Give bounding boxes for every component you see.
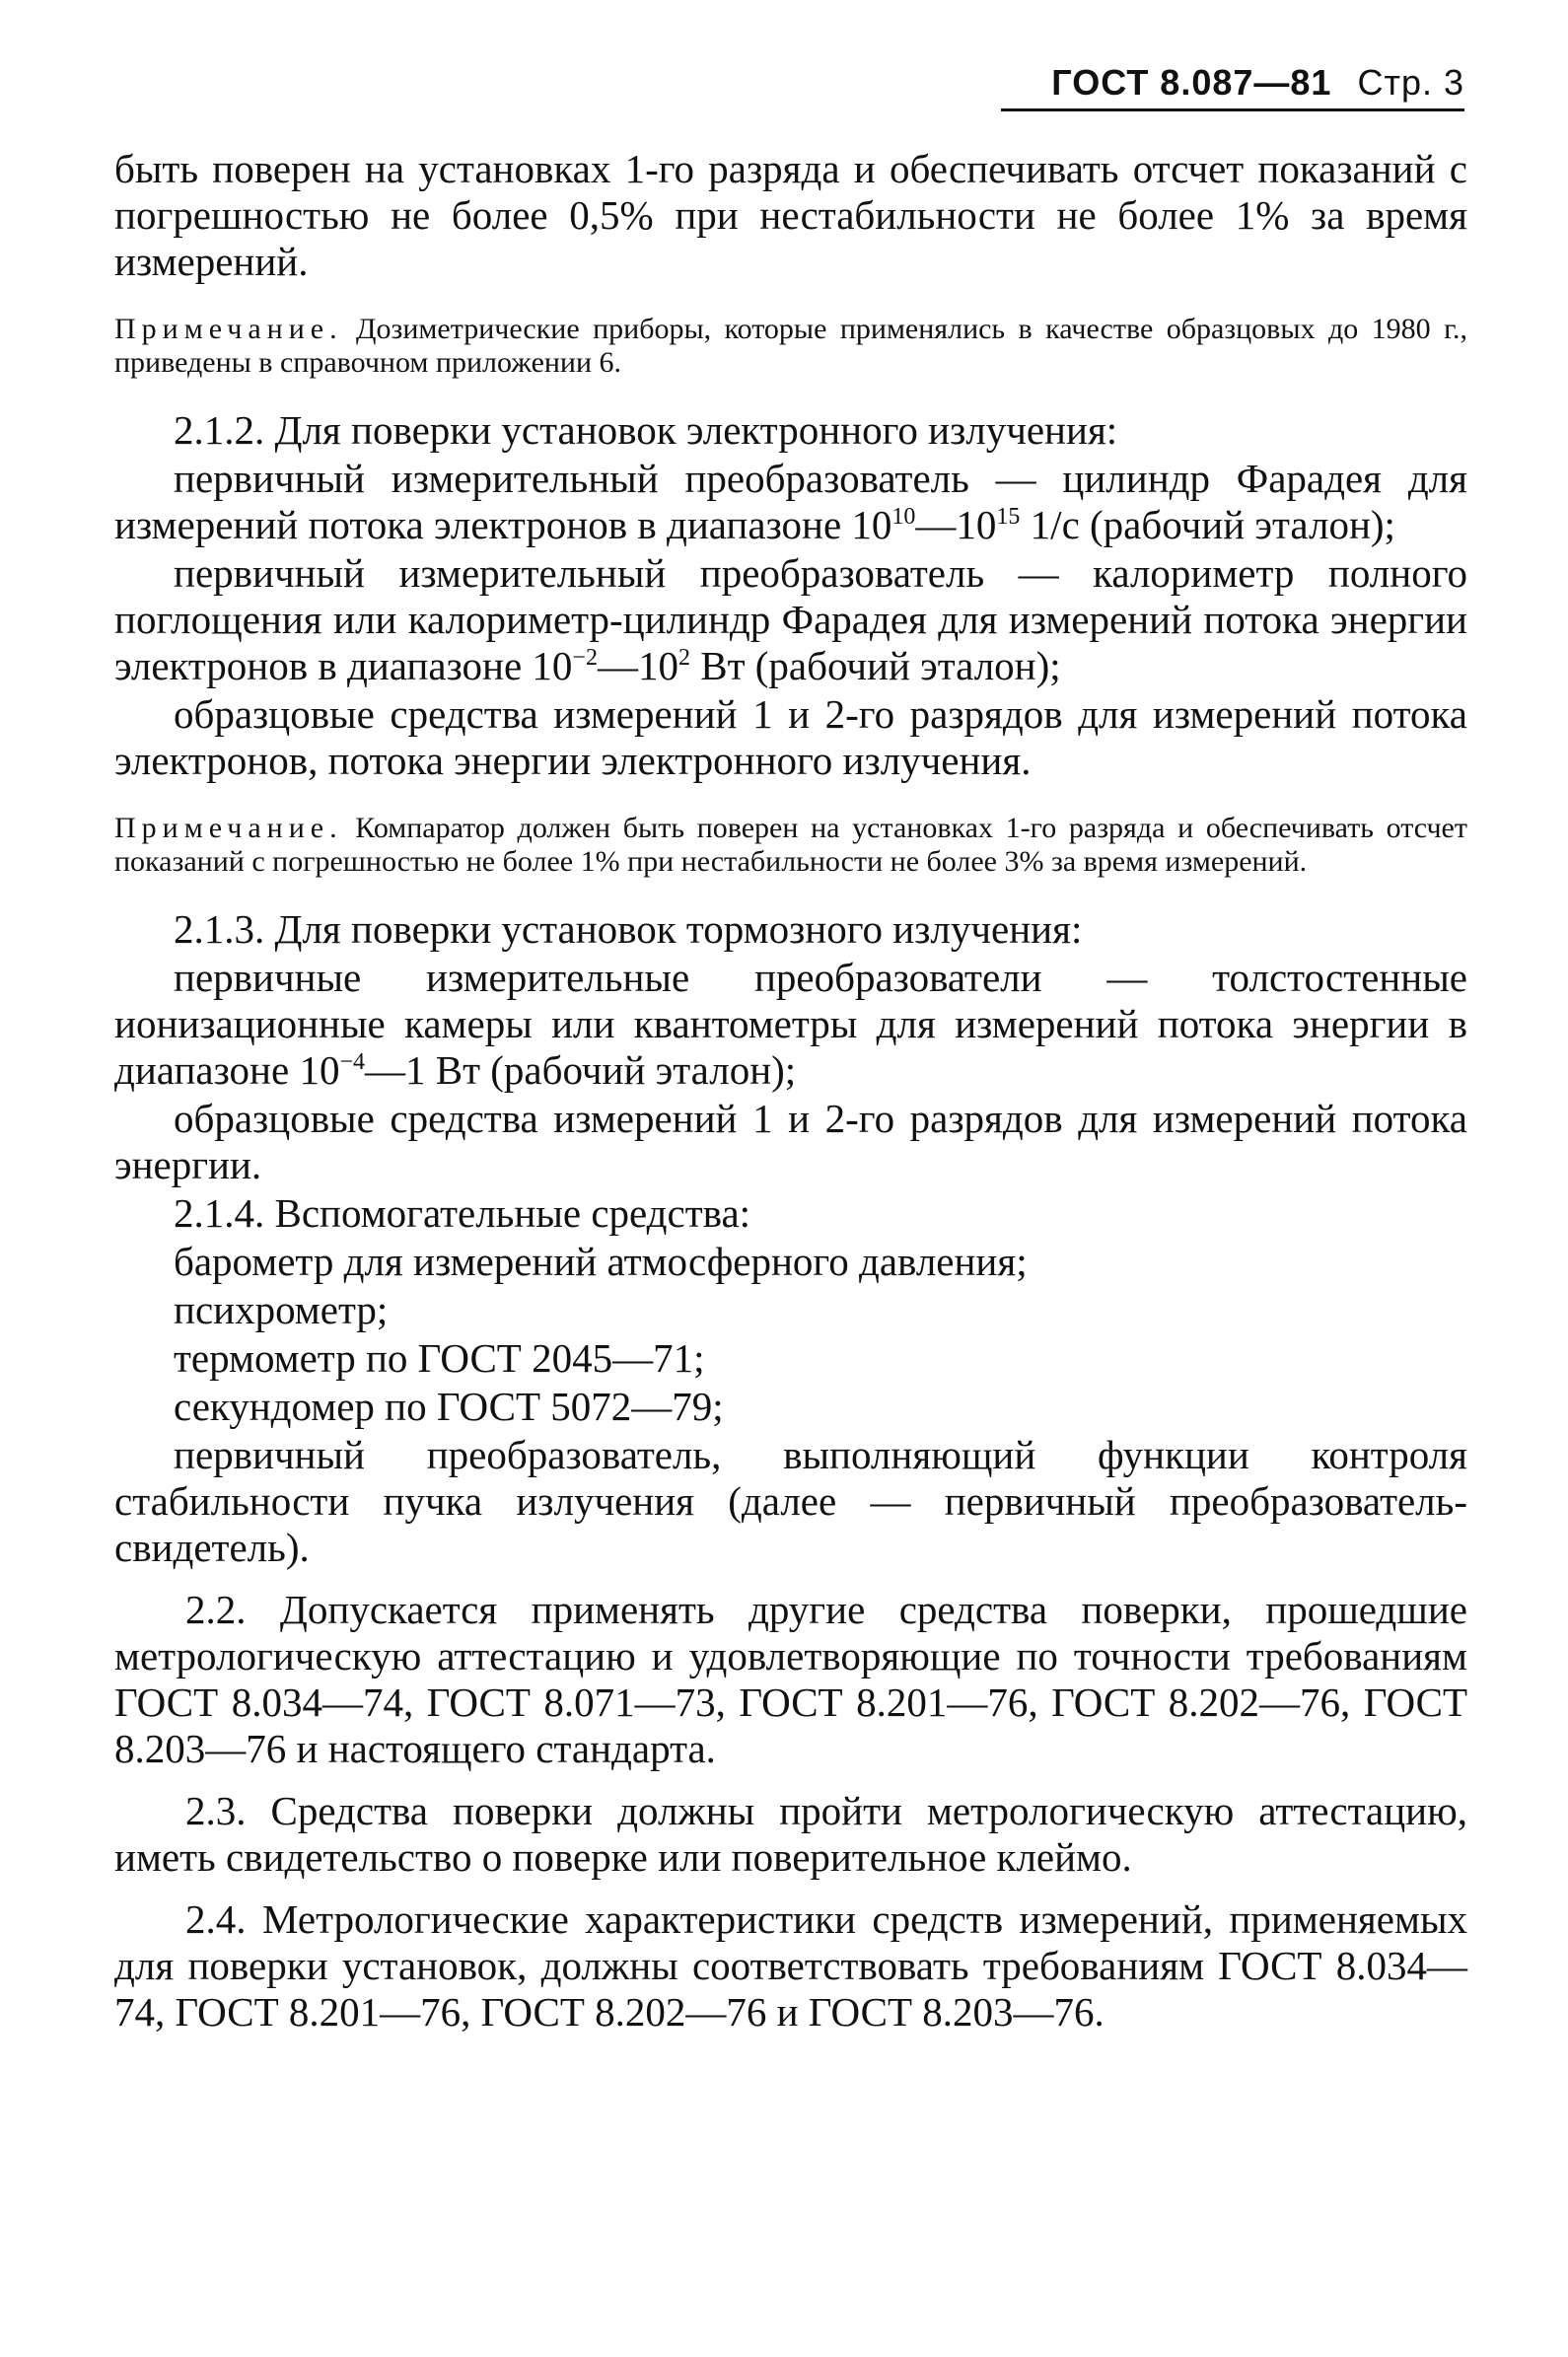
item-reference-instruments-energy: образцовые средства измерений 1 и 2-го разрядов для измерений потока энергии.: [114, 1096, 1467, 1187]
paragraph-continuation: быть поверен на установках 1-го разряда и обеспечивать отсчет показаний с погрешностью не более 0,5% при нестабильности не более 1% за время измерений.: [114, 146, 1467, 284]
section-2-4: 2.4. Метрологические характеристики средств измерений, применяемых для поверки установок, должны соответствовать требованиям ГОСТ 8.034—74, ГОСТ 8.201—76, ГОСТ 8.202—76 и ГОСТ 8.203—76.: [114, 1896, 1467, 2035]
note-comparator: [114, 812, 1467, 879]
section-2-1-4-heading: 2.1.4. Вспомогательные средства:: [174, 1190, 751, 1236]
standard-number: ГОСТ 8.087—81: [1051, 62, 1332, 103]
page-number: Стр. 3: [1357, 62, 1464, 103]
item-barometer: барометр для измерений атмосферного давления;: [174, 1239, 1028, 1284]
note-dosimetric: [114, 313, 1467, 380]
page-header: [1001, 61, 1464, 111]
item-thermometer: термометр по ГОСТ 2045—71;: [174, 1335, 705, 1381]
item-witness-converter: первичный преобразователь, выполняющий функции контроля стабильности пучка излучения (далее — первичный преобразователь-свидетель).: [114, 1432, 1467, 1570]
item-faraday-cup: первичный измерительный преобразователь — цилиндр Фарадея для измерений потока электронов в диапазоне $10^{10}—10^{15}$ 1/с (рабочий эталон);: [114, 456, 1467, 547]
section-2-1-2-heading: 2.1.2. Для поверки установок электронного излучения:: [174, 407, 1118, 453]
item-calorimeter: первичный измерительный преобразователь — калориметр полного поглощения или калориметр-цилиндр Фарадея для измерений потока энергии электронов в диапазоне $10^{-2}—10^2$ Вт (рабочий эталон);: [114, 550, 1467, 688]
item-reference-instruments-electron: образцовые средства измерений 1 и 2-го разрядов для измерений потока электронов, потока энергии электронного излучения.: [114, 691, 1467, 783]
section-2-2: 2.2. Допускается применять другие средства поверки, прошедшие метрологическую аттестацию и удовлетворяющие по точности требованиям ГОСТ 8.034—74, ГОСТ 8.071—73, ГОСТ 8.201—76, ГОСТ 8.202—76, ГОСТ 8.203—76 и настоящего стандарта.: [114, 1587, 1467, 1771]
item-stopwatch: секундомер по ГОСТ 5072—79;: [174, 1384, 724, 1429]
item-psychrometer: психрометр;: [174, 1287, 389, 1332]
section-2-3: 2.3. Средства поверки должны пройти метрологическую аттестацию, иметь свидетельство о поверке или поверительное клеймо.: [114, 1788, 1467, 1880]
note-text: Дозиметрические приборы, которые применялись в качестве образцовых до 1980 г., приведены в справочном приложении 6.: [114, 313, 1467, 379]
note-text: Компаратор должен быть поверен на установках 1-го разряда и обеспечивать отсчет показаний с погрешностью не более 1% при нестабильности не более 3% за время измерений.: [114, 812, 1467, 878]
item-ionization-chambers: первичные измерительные преобразователи — толстостенные ионизационные камеры или квантометры для измерений потока энергии в диапазоне $10^{-4}—1$ Вт (рабочий эталон);: [114, 955, 1467, 1093]
note-label: Примечание.: [114, 313, 343, 345]
section-2-1-3-heading: 2.1.3. Для поверки установок тормозного излучения:: [174, 906, 1083, 952]
note-label: Примечание.: [114, 812, 343, 844]
document-body: [114, 146, 1467, 2037]
